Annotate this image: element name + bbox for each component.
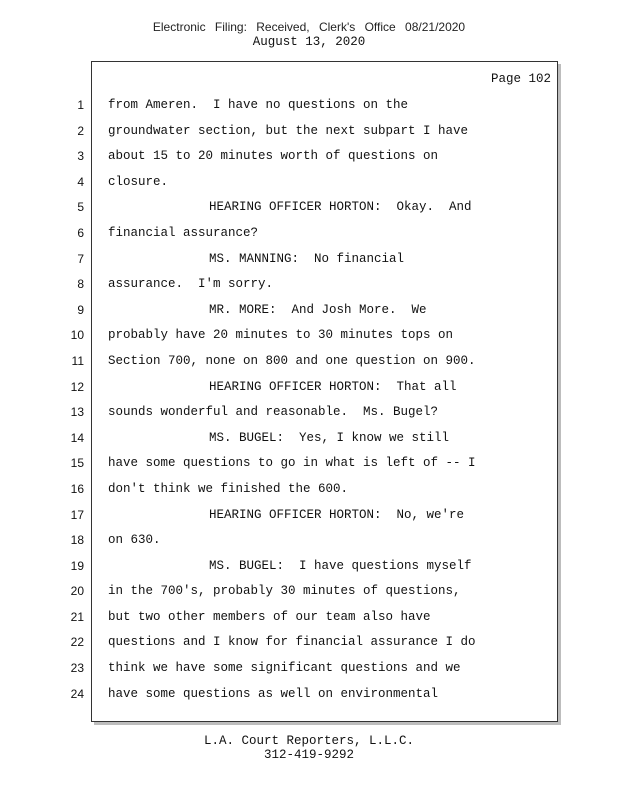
line-text: probably have 20 minutes to 30 minutes tops on (108, 328, 454, 343)
transcript-line (0, 251, 618, 282)
line-number: 3 (77, 149, 84, 164)
line-text: have some questions to go in what is left of -- I (108, 456, 476, 471)
line-number: 18 (70, 533, 84, 548)
line-number: 2 (77, 123, 84, 138)
transcript-line (0, 686, 618, 717)
line-number: 16 (70, 481, 84, 496)
line-text: MS. BUGEL: I have questions myself (209, 558, 472, 573)
line-text: HEARING OFFICER HORTON: That all (209, 379, 457, 394)
reporter-phone: 312-419-9292 (263, 748, 354, 762)
transcript-line (0, 149, 618, 179)
line-number: 4 (77, 174, 84, 189)
line-text: HEARING OFFICER HORTON: No, we're (209, 507, 465, 522)
filing-stamp: Electronic Filing: Received, Clerk's Office 08/21/2020 (152, 20, 466, 34)
line-number: 20 (70, 584, 84, 599)
line-text: questions and I know for financial assurance I do (108, 635, 476, 650)
line-number: 12 (70, 379, 84, 394)
line-text: on 630. (108, 533, 161, 548)
line-number: 7 (77, 251, 84, 266)
line-number: 10 (70, 328, 84, 343)
line-text: have some questions as well on environmental (108, 686, 439, 701)
line-number: 24 (70, 686, 84, 701)
line-number: 21 (70, 609, 84, 624)
line-number: 23 (70, 661, 84, 676)
line-number: 13 (70, 405, 84, 420)
line-text: financial assurance? (108, 225, 259, 240)
line-number: 8 (77, 277, 84, 292)
transcript-lines (0, 98, 618, 716)
line-text: HEARING OFFICER HORTON: Okay. And (209, 200, 472, 215)
line-number: 1 (77, 98, 84, 112)
line-number: 9 (77, 302, 84, 317)
line-text: assurance. I'm sorry. (108, 277, 274, 292)
line-text: but two other members of our team also have (108, 609, 431, 624)
page-number: Page 102 (490, 72, 551, 86)
line-number: 19 (70, 558, 84, 573)
line-number: 14 (70, 430, 84, 445)
line-text: think we have some significant questions and we (108, 661, 461, 676)
line-text: don't think we finished the 600. (108, 481, 349, 496)
line-text: MS. BUGEL: Yes, I know we still (209, 430, 450, 445)
line-number: 22 (70, 635, 84, 650)
line-text: MS. MANNING: No financial (209, 251, 405, 266)
transcript-line (0, 507, 618, 538)
reporter-company: L.A. Court Reporters, L.L.C. (203, 734, 415, 748)
line-text: from Ameren. I have no questions on the (108, 98, 409, 112)
line-text: groundwater section, but the next subpart I have (108, 123, 469, 138)
transcript-line (0, 200, 618, 230)
line-text: in the 700's, probably 30 minutes of questions, (108, 584, 461, 599)
line-number: 11 (71, 353, 84, 368)
line-number: 17 (70, 507, 84, 522)
line-text: Section 700, none on 800 and one question on 900. (108, 353, 476, 368)
line-text: MR. MORE: And Josh More. We (209, 302, 427, 317)
line-number: 6 (77, 225, 84, 240)
hearing-date: August 13, 2020 (252, 35, 366, 49)
line-text: about 15 to 20 minutes worth of questions on (108, 149, 439, 164)
line-number: 15 (70, 456, 84, 471)
line-text: sounds wonderful and reasonable. Ms. Bugel? (108, 405, 439, 420)
line-number: 5 (77, 200, 84, 215)
line-text: closure. (108, 174, 169, 189)
